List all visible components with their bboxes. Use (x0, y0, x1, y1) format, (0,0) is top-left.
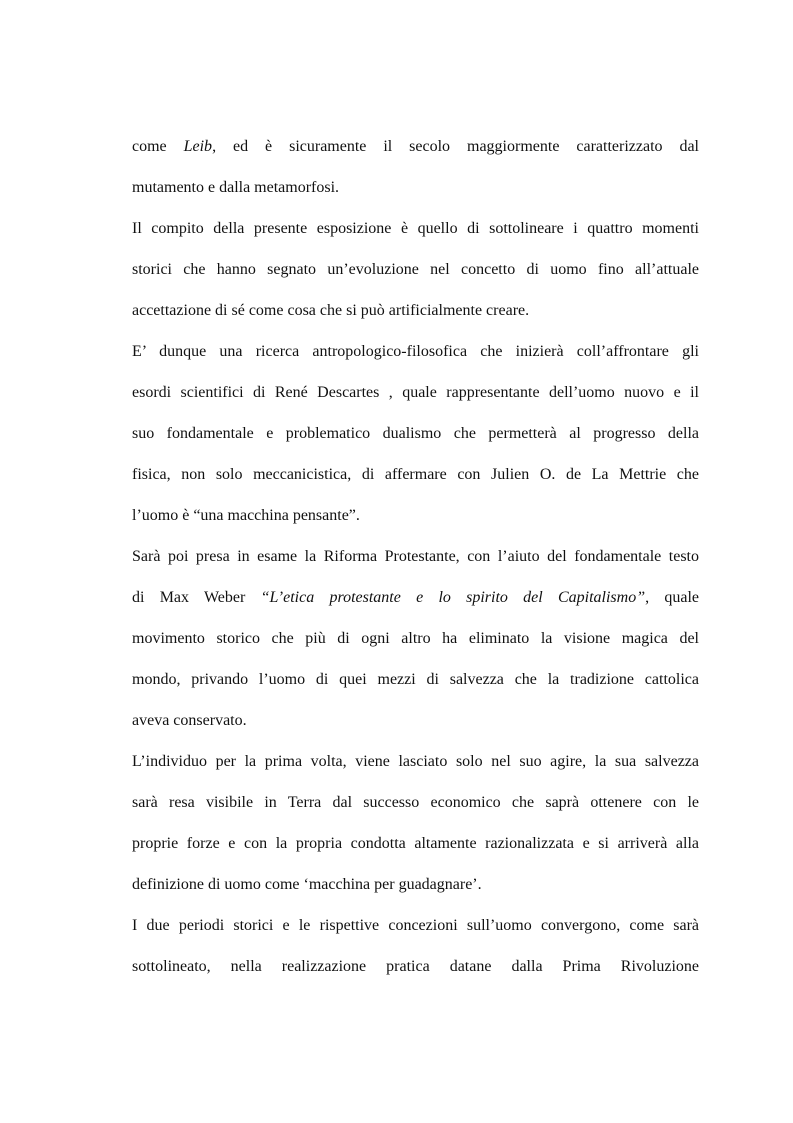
text-line: Sarà poi presa in esame la Riforma Protestante, con l’aiuto del fondamentale testo (132, 548, 699, 565)
italic-book-title: “L’etica protestante e lo spirito del Capitalismo” (260, 589, 646, 606)
text-line: esordi scientifici di René Descartes , quale rappresentante dell’uomo nuovo e il (132, 384, 699, 401)
text-line: L’individuo per la prima volta, viene lasciato solo nel suo agire, la sua salvezza (132, 753, 699, 770)
text-line: mutamento e dalla metamorfosi. (132, 179, 340, 196)
body-text (132, 126, 699, 987)
text-run: , ed è sicuramente il secolo maggiormente caratterizzato dal (212, 138, 699, 155)
text-run: come (132, 138, 184, 155)
text-run: , quale (645, 589, 699, 606)
text-line: fisica, non solo meccanicistica, di affermare con Julien O. de La Mettrie che (132, 466, 699, 483)
text-line: proprie forze e con la propria condotta altamente razionalizzata e si arriverà alla (132, 835, 699, 852)
text-line: I due periodi storici e le rispettive concezioni sull’uomo convergono, come sarà (132, 917, 699, 934)
italic-run: Leib (183, 138, 213, 155)
text-line: storici che hanno segnato un’evoluzione nel concetto di uomo fino all’attuale (132, 261, 699, 278)
text-line: sottolineato, nella realizzazione pratica datane dalla Prima Rivoluzione (132, 958, 699, 975)
text-line: definizione di uomo come ‘macchina per guadagnare’. (132, 876, 482, 893)
text-line: aveva conservato. (132, 712, 247, 729)
text-line: mondo, privando l’uomo di quei mezzi di salvezza che la tradizione cattolica (132, 671, 699, 688)
text-line (132, 577, 699, 618)
text-line (132, 126, 699, 167)
text-line: suo fondamentale e problematico dualismo che permetterà al progresso della (132, 425, 699, 442)
text-run: di Max Weber (132, 589, 261, 606)
text-line: movimento storico che più di ogni altro ha eliminato la visione magica del (132, 630, 699, 647)
text-line: Il compito della presente esposizione è quello di sottolineare i quattro momenti (132, 220, 699, 237)
text-line: E’ dunque una ricerca antropologico-filosofica che inizierà coll’affrontare gli (132, 343, 699, 360)
text-line: l’uomo è “una macchina pensante”. (132, 507, 360, 524)
text-line: sarà resa visibile in Terra dal successo economico che saprà ottenere con le (132, 794, 699, 811)
text-line: accettazione di sé come cosa che si può artificialmente creare. (132, 302, 530, 319)
